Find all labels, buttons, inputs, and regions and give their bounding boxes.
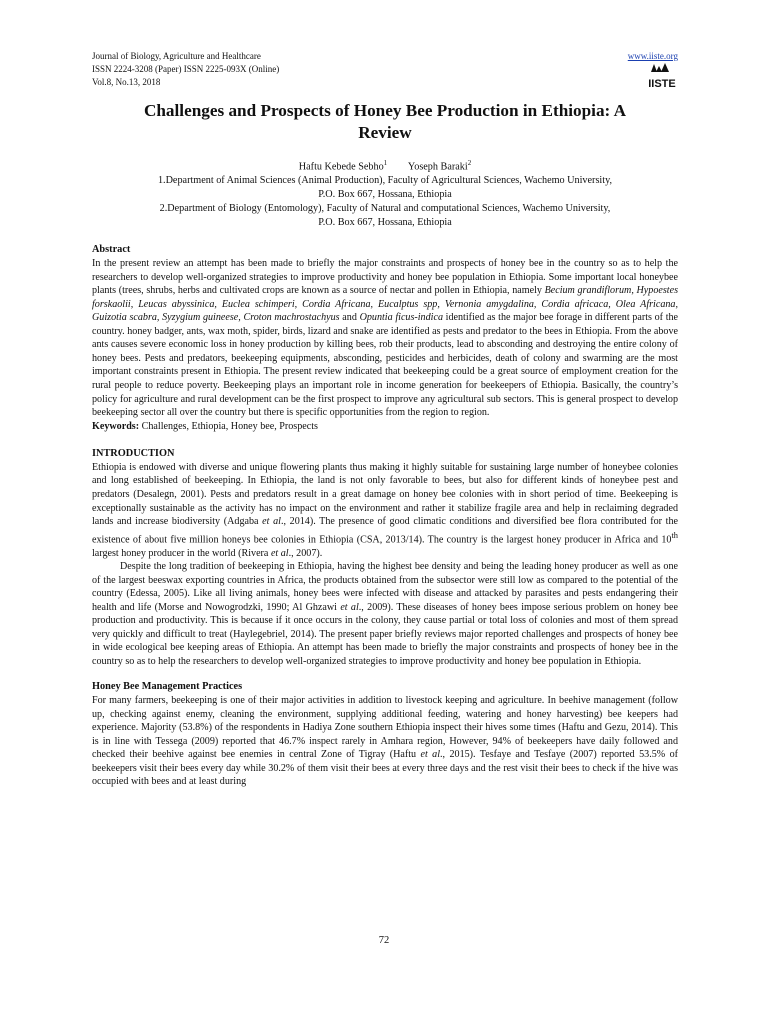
- journal-info: [92, 50, 279, 89]
- journal-name: Journal of Biology, Agriculture and Healthcare: [92, 51, 261, 61]
- intro-p1-part-c: largest honey producer in the world (Rivera: [92, 547, 271, 559]
- affiliations: [92, 174, 678, 230]
- abstract-part-b: identified as the major bee forage in different parts of the country. honey badger, ants, wax moth, spider, birds, lizard and snake are identified as pests and predator to the bees in Ethiopia. From the above ants causes severe economic loss in honey production by killing bees, rob their products, lead to absconding and destroying the entire colony of honey bees. Pests and predators, beekeeping equipments, absconding, pesticides and herbicides, death of colony and swarming are the most important constraints present in Ethiopia. The present review indicated that beekeeping could be a great source of employment creation for the rural people to reduce poverty. Beekeeping plays an important role in income generation for beekeepers of Ethiopia. Basically, the country’s policy for agriculture and rural development can be the first prospect to improve any agricultural sub sectors. This is general prospect to develop beekeeping sector all over the country but there is specific opportunities from the region to region.: [92, 312, 679, 419]
- mgmt-p1-part-a: For many farmers, beekeeping is one of their major activities in addition to livestock keeping and agriculture. In beehive management (follow up, checking against enemy, cleaning the environment, supplying additional feeding, watering and honey harvesting) bee keepers had experience. Majority (53.8%) of the respondents in Hadiya Zone southern Ethiopia inspect their hives some times (Haftu and Gezu, 2014). This is in line with Tessega (2009) reported that 46.7% inspect rarely in Amhara region, However, 94% of beekeepers have daily followed and checked their beehive against bee enemies in central Zone of Tigray (Haftu: [92, 695, 678, 761]
- volume-line: Vol.8, No.13, 2018: [92, 77, 161, 87]
- logo-text: IISTE: [648, 78, 676, 89]
- author-list: [92, 156, 678, 174]
- abstract-part-a: In the present review an attempt has been made to briefly the major constraints and prospects of honey bee in the country so as to help the researchers to develop well-organized strategies to improve productivity and honey bee population in Ethiopia. Some important local honeybee plants (trees, shrubs, herbs and cultivated crops are known as a source of nectar and pollen in Ethiopia, namely: [92, 258, 678, 297]
- introduction-paragraph-2: [92, 560, 678, 668]
- issn-line: ISSN 2224-3208 (Paper) ISSN 2225-093X (Online): [92, 64, 280, 74]
- intro-p1-part-b: ., 2014). The presence of good climatic conditions and diversified bee flora contributed for the existence of about five million honeys bee colonies in Ethiopia (CSA, 2013/14). The country is the largest honey producer in Africa and 10: [92, 516, 678, 545]
- keywords-line: [92, 420, 678, 434]
- intro-p1-etal-2: et al: [270, 547, 289, 559]
- author-2-affil-mark: 2: [467, 159, 472, 167]
- intro-p1-part-a: Ethiopia is endowed with diverse and unique flowering plants thus making it highly suitable for sustaining large number of honeybee colonies and long established of beekeeping. In Ethiopia, the land is not only favorable to bees, but also for different kinds of honeybee pest and predators (Desalegn, 2001). Pests and predators result in a great damage on honey bee colonies with in short period of time. Beekeeping is exceptionally sustainable as the activity has no impact on the environment and rather it stabilize fragile area and help in reclaiming degraded lands and increase biodiversity (Adgaba: [92, 461, 678, 528]
- affiliation-2-line-1: 2.Department of Biology (Entomology), Faculty of Natural and computational Sciences, Wachemo University,: [159, 203, 611, 215]
- paper-page: [92, 50, 678, 789]
- intro-p1-etal-1: et al: [262, 516, 281, 528]
- abstract-species-list: Becium grandiflorum, Hypoestes forskaolii, Leucas abyssinica, Euclea schimperi, Cordia Africana, Eucalptus spp, Vernonia amygdalina, Cordia africaca, Olea Africana, Guizotia scabra, Syzygium guineese, Croton machrostachyus: [92, 285, 678, 324]
- mgmt-p1-part-b: ., 2015). Tesfaye and Tesfaye (2007) reported 53.5% of beekeepers visit their bees every day while 30.2% of them visit their bees at every three days and the rest visit their bees to check if the hive was occupied with bees and at least during: [92, 749, 678, 788]
- iiste-logo: [648, 63, 676, 89]
- abstract-text: [92, 257, 678, 420]
- abstract-and: and: [339, 312, 360, 324]
- intro-p1-superscript: th: [671, 530, 678, 540]
- abstract-heading: Abstract: [92, 244, 131, 256]
- management-paragraph-1: [92, 694, 678, 789]
- affiliation-1-line-2: P.O. Box 667, Hossana, Ethiopia: [318, 189, 452, 201]
- author-2-name: Yoseph Baraki: [407, 161, 468, 173]
- intro-p2-etal: et al: [340, 601, 359, 613]
- keywords-label: Keywords:: [92, 420, 140, 432]
- affiliation-1-line-1: 1.Department of Animal Sciences (Animal Production), Faculty of Agricultural Sciences, Wachemo University,: [157, 175, 613, 187]
- intro-p2-part-b: ., 2009). These diseases of honey bees impose serious problem on honey bee production and productivity. This is because if it once occurs in the colony, they cause partial or total loss of colonies and most of them spread very quickly and difficult to treat (Haylegebriel, 2014). The present paper briefly reviews major reported challenges and prospects of honey bee in wide ecological bee keeping areas of Ethiopia. An attempt has been made to briefly the major constraints and prospects of honey bee in the country so as to help the researchers to develop well-organized strategies to improve productivity and honey bee population in Ethiopia.: [92, 601, 678, 667]
- journal-url-link[interactable]: www.iiste.org: [627, 51, 678, 61]
- introduction-heading: INTRODUCTION: [92, 448, 175, 460]
- intro-p1-part-d: ., 2007).: [288, 547, 323, 559]
- title-line-1: Challenges and Prospects of Honey Bee Production in Ethiopia: A: [143, 101, 627, 120]
- management-heading: Honey Bee Management Practices: [92, 681, 243, 693]
- page-number: 72: [378, 935, 390, 946]
- abstract-species-last: Opuntia ficus-indica: [359, 312, 443, 324]
- author-1-affil-mark: 1: [383, 159, 388, 167]
- intro-p2-part-a: Despite the long tradition of beekeeping in Ethiopia, having the highest bee density and being the leading honey producer as well as one of the largest beeswax exporting countries in Africa, the products obtained from the subsector were still low as compared to the potential of the country (Edessa, 2005). Like all living animals, honey bees were infected with disease and attacked by parasites and pests endangering their health and life (Morse and Nowogrodzki, 1990; Al Ghzawi: [92, 561, 678, 613]
- introduction-paragraph-1: [92, 461, 678, 560]
- journal-header: [92, 50, 678, 94]
- author-1-name: Haftu Kebede Sebho: [298, 161, 384, 173]
- affiliation-2-line-2: P.O. Box 667, Hossana, Ethiopia: [318, 217, 452, 229]
- mgmt-p1-etal: et al: [420, 749, 441, 761]
- title-line-2: Review: [358, 123, 412, 142]
- paper-title: [92, 100, 678, 144]
- keywords-text: Challenges, Ethiopia, Honey bee, Prospects: [139, 420, 318, 432]
